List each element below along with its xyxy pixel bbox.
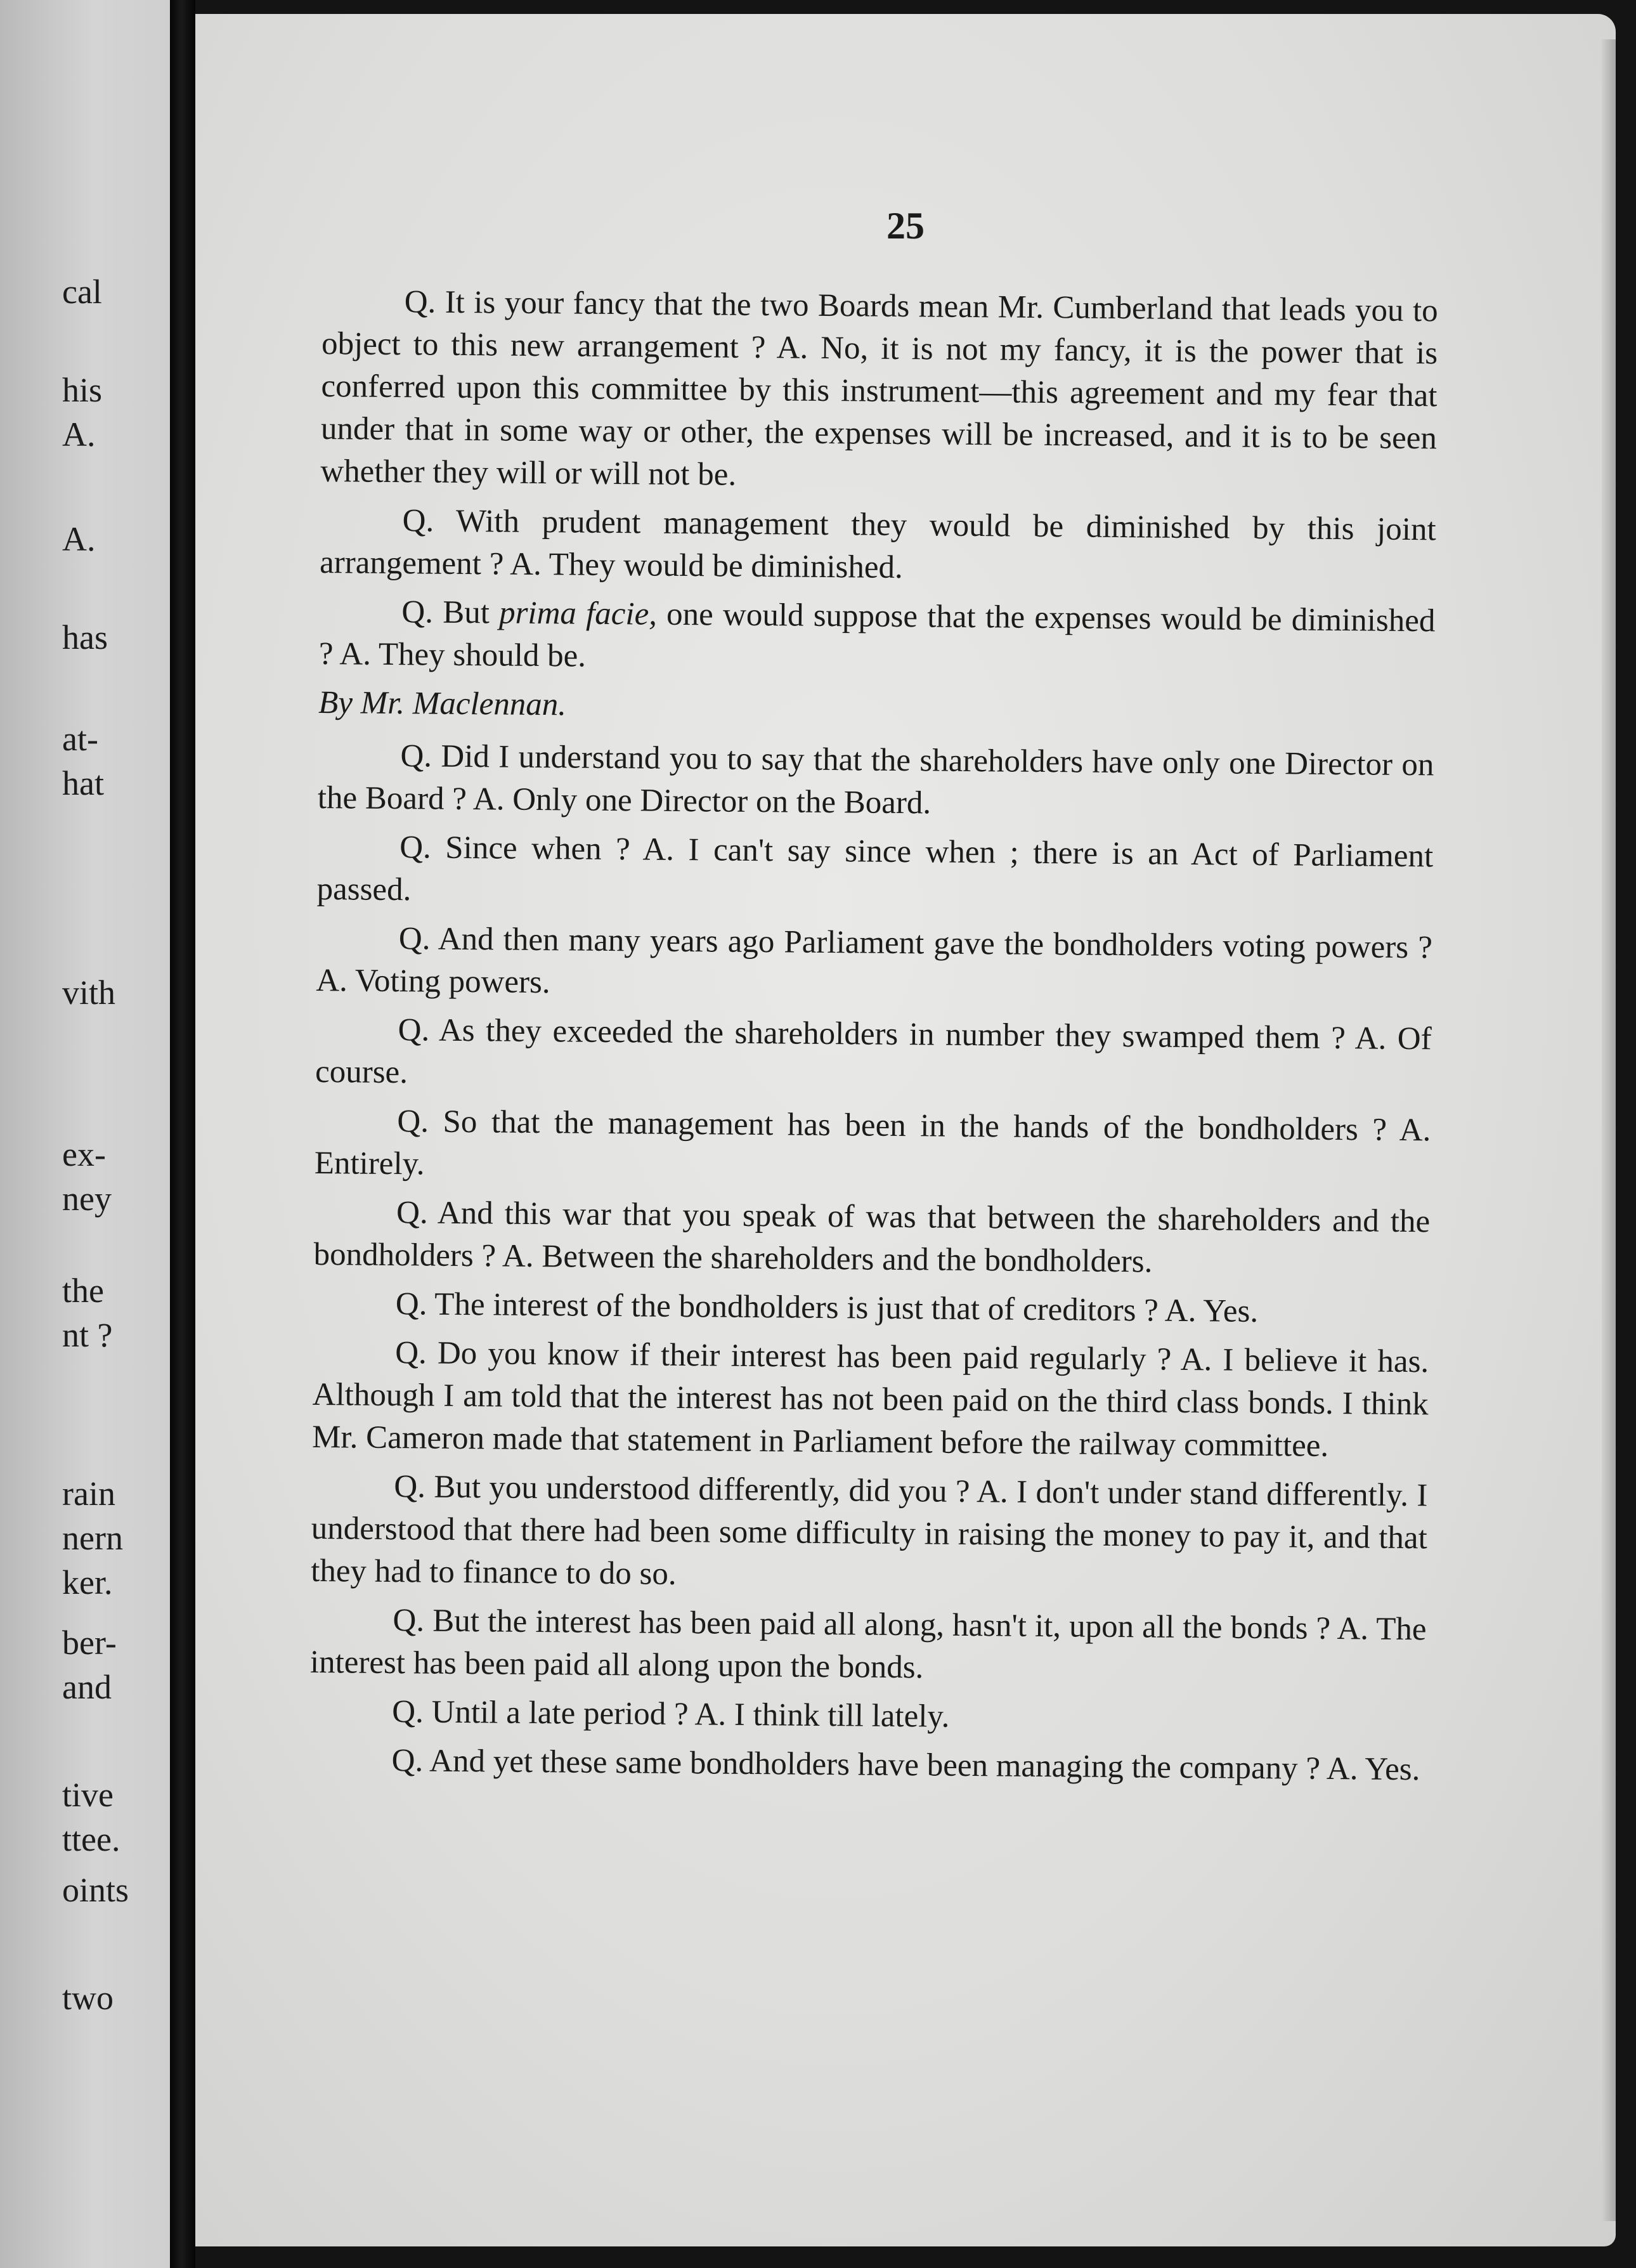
answer-text: A. Of course. (315, 1020, 1432, 1091)
answer-text: A. Only one Director on the Board. (472, 781, 932, 821)
examiner-heading (318, 682, 1435, 734)
answer-text: A. The interest has been paid all along upon the bonds. (309, 1611, 1427, 1686)
question-text: Q. Did I understand you to say that the shareholders have only one Director on the Board ? (317, 738, 1434, 818)
qa-paragraph (311, 1465, 1428, 1602)
left-page-fragment: A. (62, 415, 96, 453)
left-page-fragment: oints (62, 1871, 129, 1909)
qa-paragraph (309, 1739, 1425, 1791)
question-text: Q. And then many years ago Parliament gave the bondholders voting powers ? (398, 921, 1433, 966)
qa-paragraph (316, 826, 1433, 920)
answer-text: A. I think till lately. (694, 1697, 950, 1735)
page-edge-shadow (1602, 39, 1616, 2221)
left-page-edge (0, 0, 170, 2268)
answer-text: A. I can't say since when ; there is an Act of Parliament passed. (316, 831, 1434, 908)
qa-paragraph (315, 1008, 1432, 1103)
qa-paragraph (318, 734, 1434, 829)
right-page (195, 14, 1616, 2246)
question-text: Q. As they exceeded the shareholders in number they swamped them ? (398, 1012, 1346, 1057)
qa-paragraph (312, 1331, 1429, 1468)
answer-text: A. Yes. (1164, 1293, 1259, 1329)
qa-paragraph (315, 1100, 1431, 1194)
left-page-fragment: two (62, 1979, 114, 2017)
qa-paragraph (320, 499, 1436, 594)
examiner-name: Mr. Maclennan. (360, 685, 567, 723)
answer-text: A. They should be. (339, 636, 587, 674)
left-page-fragment: hat (62, 764, 104, 802)
question-text: Q. But the interest has been paid all along, hasn't it, upon all the bonds ? (393, 1603, 1331, 1646)
question-text: Q. Until a late period ? (392, 1694, 689, 1733)
qa-paragraph (313, 1191, 1430, 1286)
left-page-fragment: nt ? (62, 1316, 113, 1354)
answer-text: A. Yes. (1326, 1750, 1420, 1788)
answer-text: A. Between the shareholders and the bondholders. (502, 1238, 1153, 1280)
question-text: Q. And this war that you speak of was that between the shareholders and the bondholders ? (313, 1195, 1431, 1274)
left-page-fragment: nern (62, 1519, 123, 1557)
book-gutter (170, 0, 195, 2268)
left-page-fragment: ttee. (62, 1820, 120, 1858)
question-text: Q. Do you know if their interest has been paid regularly ? (395, 1335, 1172, 1378)
qa-paragraph (309, 1690, 1426, 1742)
qa-paragraph (313, 1282, 1430, 1334)
question-text-prefix: Q. But (401, 594, 500, 631)
left-page-fragment: at- (62, 720, 98, 758)
answer-text: A. Voting powers. (316, 962, 550, 1001)
left-page-fragment: has (62, 618, 108, 656)
question-text: Q. But you understood differently, did you ? (394, 1469, 970, 1509)
answer-text: A. They would be diminished. (510, 546, 904, 586)
answer-text: A. I don't under stand differently. I understood that there had been some difficulty in raising the money to pay it, and that they had to finance to do so. (310, 1474, 1428, 1592)
question-text: Q. So that the management has been in the hands of the bondholders ? (397, 1104, 1387, 1148)
left-page-fragment: A. (62, 520, 96, 558)
left-page-fragment: ex- (62, 1135, 106, 1173)
qa-paragraph (316, 917, 1432, 1012)
left-page-fragment: cal (62, 273, 102, 311)
examiner-prefix: By (318, 684, 361, 721)
question-text: Q. The interest of the bondholders is just that of creditors ? (395, 1286, 1159, 1329)
question-text: Q. With prudent management they would be diminished by this joint arrangement ? (319, 503, 1436, 582)
answer-text: A. Entirely. (314, 1112, 1431, 1182)
left-page-fragment: tive (62, 1776, 114, 1814)
left-page-fragment: ker. (62, 1563, 113, 1601)
qa-paragraph (310, 1599, 1427, 1693)
question-text-italic: prima facie, (498, 595, 658, 632)
qa-paragraph (320, 280, 1438, 502)
question-text: Q. And yet these same bondholders have been managing the company ? (391, 1743, 1321, 1787)
left-page-fragment: ber- (62, 1624, 117, 1662)
question-text-suffix: one would suppose that the expenses would be diminished ? (318, 596, 1436, 672)
question-text: Q. Since when ? (399, 830, 630, 868)
left-page-fragment: ney (62, 1180, 112, 1218)
qa-paragraph (319, 590, 1436, 685)
left-page-fragment: and (62, 1668, 112, 1706)
question-text: Q. It is your fancy that the two Boards mean Mr. Cumberland that leads you to object to this new arrangement ? (321, 284, 1438, 366)
left-page-fragment: rain (62, 1475, 115, 1513)
left-page-fragment: the (62, 1272, 104, 1310)
transcript-body (309, 280, 1438, 1797)
answer-text: A. I believe it has. Although I am told that the interest has not been paid on the third class bonds. I think Mr. Cameron made that statement in Parliament before the railway committee. (311, 1341, 1429, 1464)
left-page-fragment: vith (62, 974, 116, 1012)
page-number: 25 (886, 205, 925, 247)
answer-text: A. No, it is not my fancy, it is the power that is conferred upon this committee by this instrument—this agreement and my fear that under that in some way or other, the expenses will be increased, and it is to be seen whether they will or will not be. (320, 330, 1438, 493)
left-page-fragment: his (62, 371, 103, 409)
